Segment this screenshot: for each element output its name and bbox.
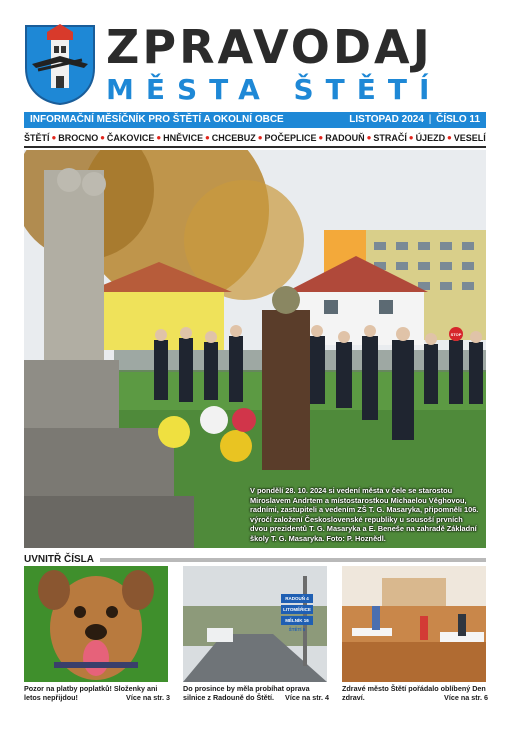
town-name: RADOUŇ — [325, 133, 365, 143]
town-list — [24, 132, 486, 144]
stop-sign-text: STOP — [450, 332, 462, 337]
issue-number: ČÍSLO 11 — [436, 114, 480, 125]
road-sign-text: MĚLNÍK 16 — [285, 618, 309, 623]
article-teaser[interactable] — [24, 684, 170, 702]
article-teaser-text: Do prosince by měla probíhat oprava silnice z Radouně do Štětí. — [183, 684, 310, 702]
cover-caption: V pondělí 28. 10. 2024 si vedení města v čele se starostou Miroslavem Andrtem a místostarostkou Michaelou Věghovou, radními, zastupiteli a vedením ZŠ T. G. Masaryka, připomněli 106. výročí založení Československé republiky u sousoší prvních dvou prezidentů T. G. Masaryka a E. Beneše na zahradě Základní školy T. G. Masaryka. Foto: P. Hoznědl. — [250, 486, 479, 543]
info-bar — [24, 112, 486, 128]
article-teaser-text: Zdravé město Štětí pořádalo oblíbený Den zdraví. — [342, 684, 486, 702]
bullet-icon: ● — [318, 133, 324, 142]
bullet-icon: ● — [257, 133, 263, 142]
publication-description: INFORMAČNÍ MĚSÍČNÍK PRO ŠTĚTÍ A OKOLNÍ OBCE — [30, 114, 284, 125]
town-name: CHCEBUZ — [211, 133, 256, 143]
town-name: POČEPLICE — [264, 133, 317, 143]
bullet-icon: ● — [447, 133, 452, 142]
issue-info — [349, 112, 480, 128]
road-sign-text: RADOUŇ 4 — [285, 596, 309, 601]
article-thumbnail-road[interactable] — [183, 566, 327, 682]
masthead-subtitle: MĚSTA ŠTĚTÍ — [106, 73, 442, 106]
town-name: HNĚVICE — [163, 133, 204, 143]
bullet-icon: ● — [408, 133, 414, 142]
bullet-icon: ● — [366, 133, 372, 142]
masthead-title: ZPRAVODAJ — [106, 20, 433, 74]
article-teaser[interactable] — [183, 684, 329, 702]
town-name: BROCNO — [58, 133, 99, 143]
town-name: STRAČÍ — [373, 133, 407, 143]
article-thumbnail-health-day[interactable] — [342, 566, 486, 682]
issue-date: LISTOPAD 2024 — [349, 114, 424, 125]
issue-separator: | — [425, 114, 435, 125]
town-name: ÚJEZD — [415, 133, 446, 143]
section-divider — [100, 558, 486, 562]
read-more-link[interactable]: Více na str. 6 — [444, 693, 488, 702]
bullet-icon: ● — [205, 133, 210, 142]
town-crest-logo — [24, 24, 96, 106]
road-sign-text: ŠTĚTÍ 5 — [288, 627, 306, 632]
town-name: ČAKOVICE — [106, 133, 155, 143]
bullet-icon: ● — [156, 133, 162, 142]
road-sign-text: LITOMĚŘICE — [283, 607, 311, 612]
divider — [24, 146, 486, 148]
section-heading: UVNITŘ ČÍSLA — [24, 554, 94, 565]
article-thumbnail-dog[interactable] — [24, 566, 168, 682]
bullet-icon: ● — [100, 133, 105, 142]
inside-section-header — [24, 554, 486, 566]
article-teaser-text: Pozor na platby poplatků! Složenky ani letos nepřijdou! — [24, 684, 158, 702]
town-name: VESELÍ — [453, 133, 486, 143]
read-more-link[interactable]: Více na str. 4 — [285, 693, 329, 702]
read-more-link[interactable]: Více na str. 3 — [126, 693, 170, 702]
article-teaser[interactable] — [342, 684, 488, 702]
bullet-icon: ● — [51, 133, 57, 142]
town-name: ŠTĚTÍ — [24, 133, 50, 143]
